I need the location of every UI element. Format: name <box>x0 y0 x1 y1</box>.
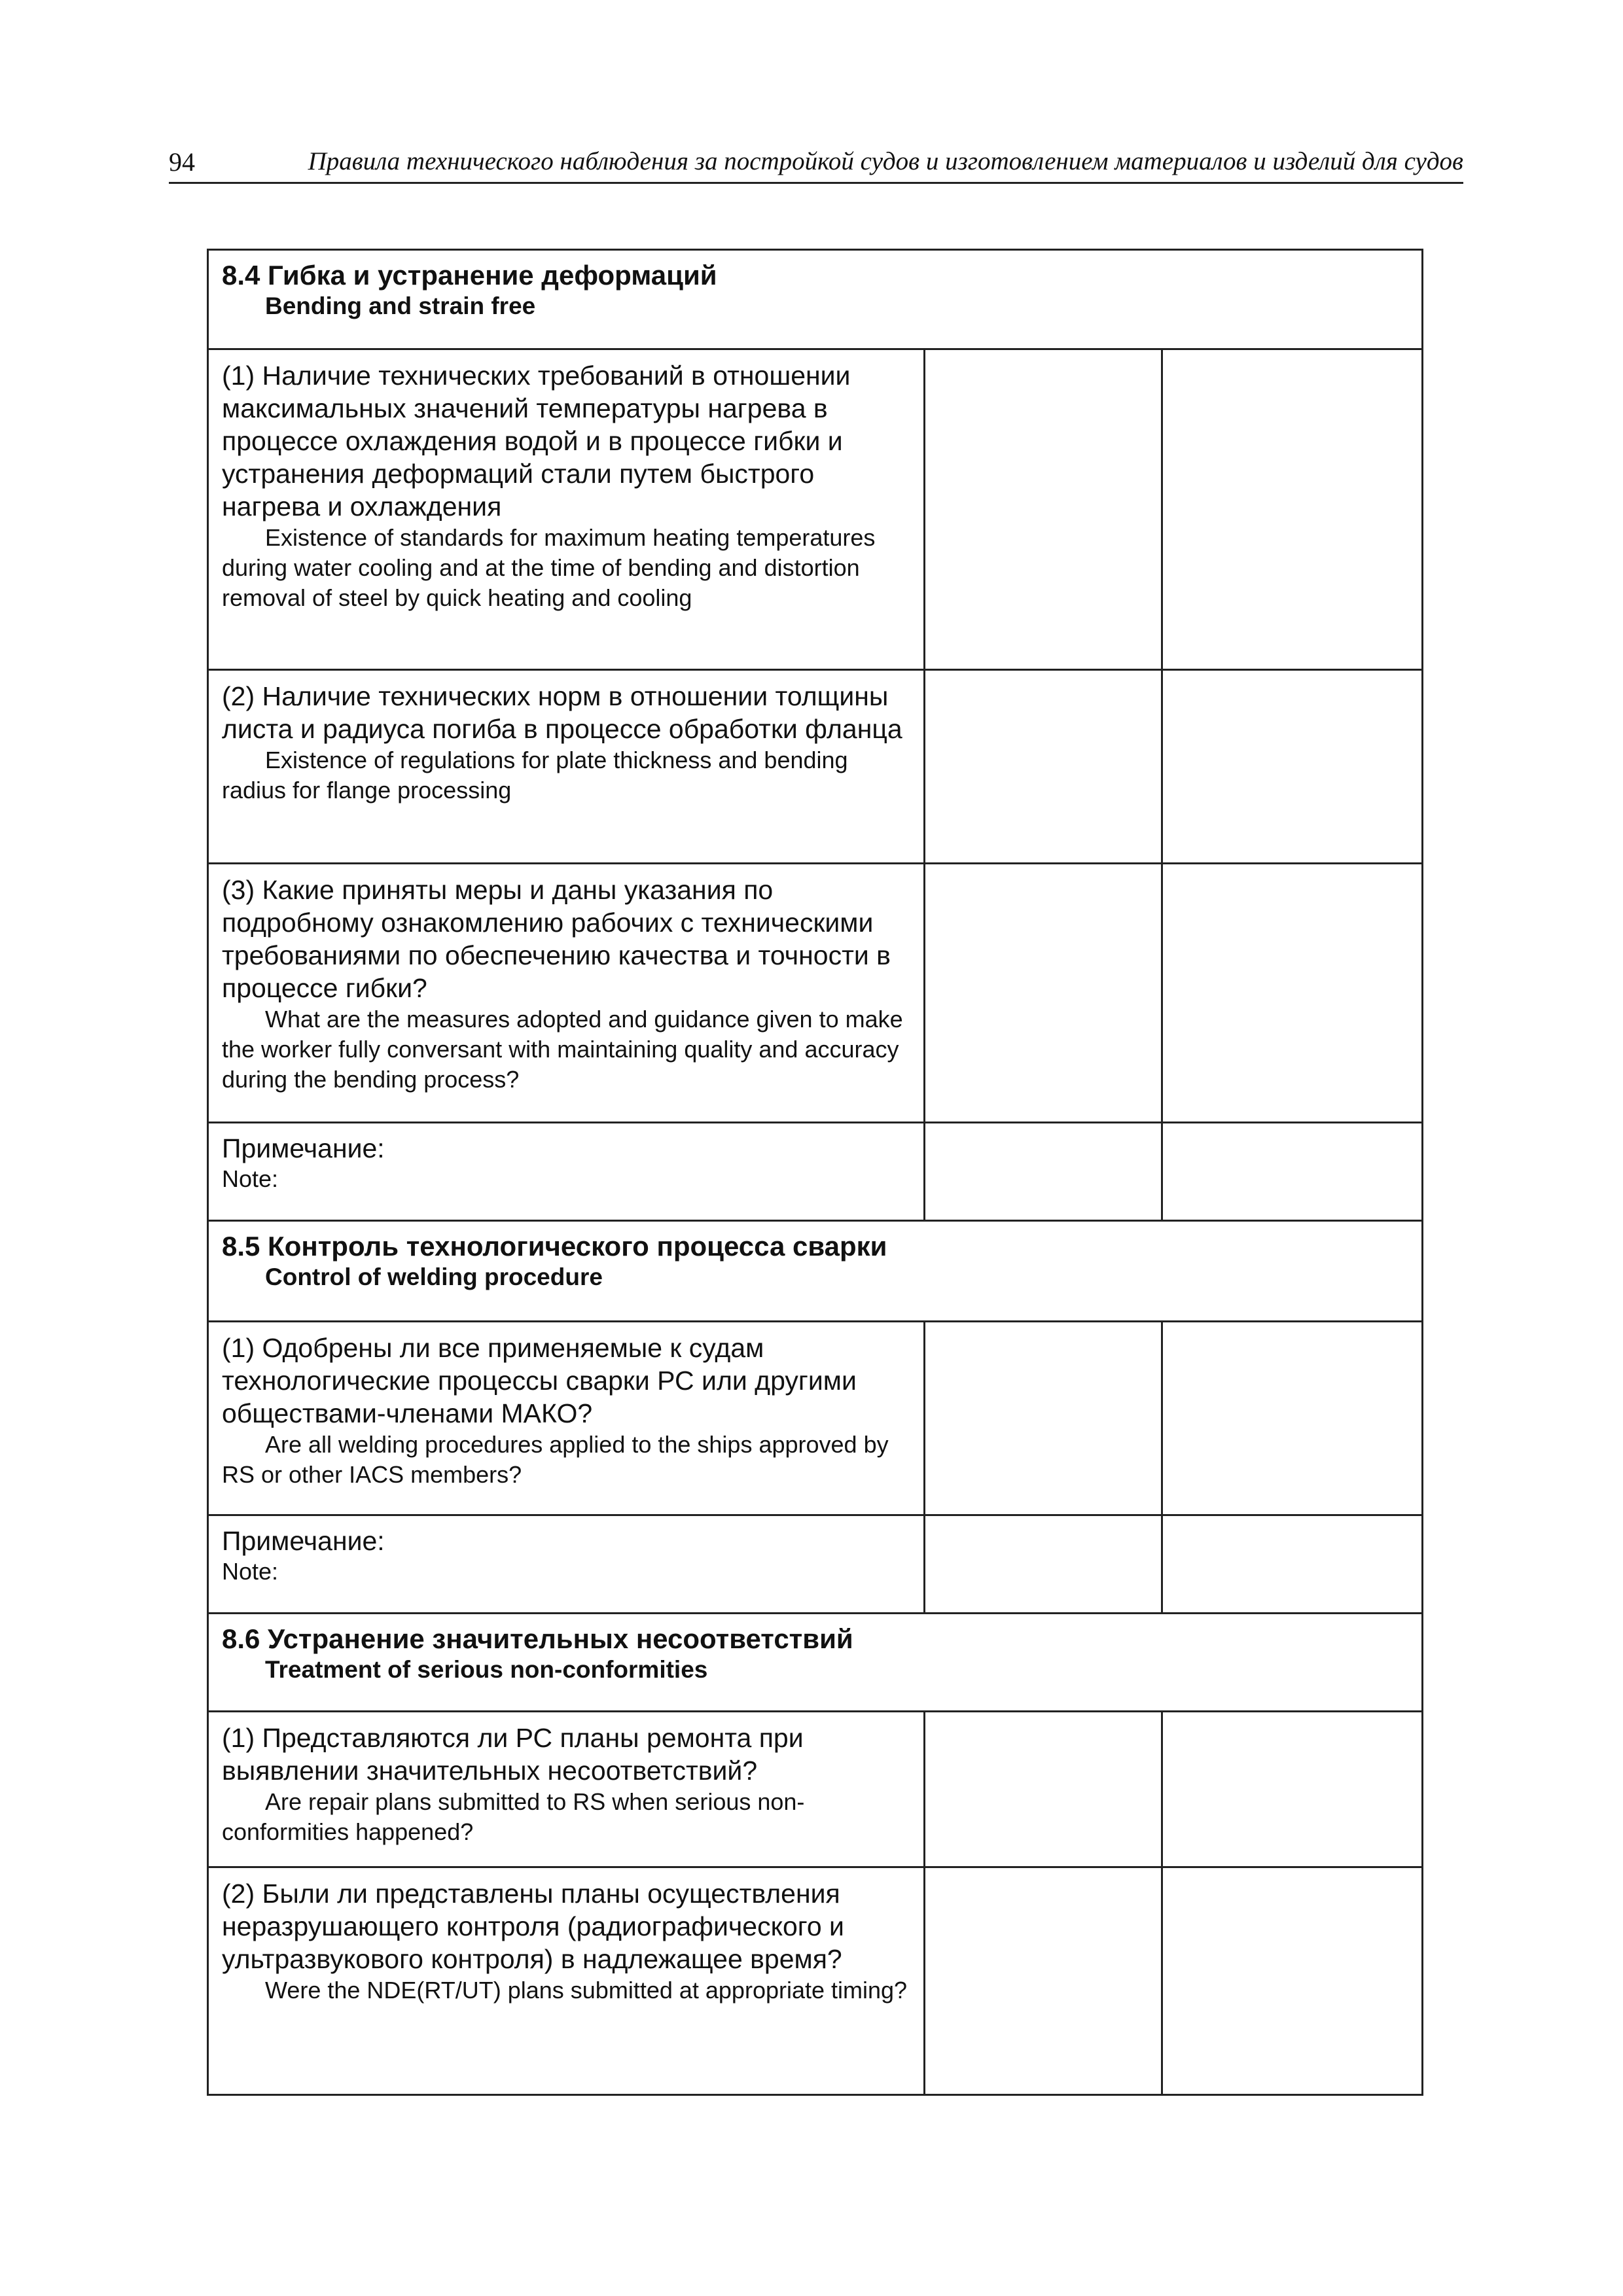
note-label-ru: Примечание: <box>222 1526 385 1556</box>
note-cell <box>208 1515 925 1614</box>
remark-cell[interactable] <box>1162 1867 1423 2095</box>
remark-cell[interactable] <box>1162 349 1423 670</box>
question-ru: (1) Одобрены ли все применяемые к судам технологические процессы сварки РС или другими обществами-членами МАКО? <box>222 1333 857 1428</box>
question-ru: (2) Наличие технических норм в отношении толщины листа и радиуса погиба в процессе обработки фланца <box>222 681 902 744</box>
note-label-en: Note: <box>222 1165 279 1192</box>
remark-cell[interactable] <box>1162 1712 1423 1867</box>
section-header-row <box>208 250 1423 349</box>
table-row <box>208 349 1423 670</box>
question-en: Were the NDE(RT/UT) plans submitted at appropriate timing? <box>265 1977 908 2004</box>
note-row <box>208 1123 1423 1221</box>
question-ru: (3) Какие приняты меры и даны указания по подробному ознакомлению рабочих с техническими требованиями по обеспечению качества и точности в процессе гибки? <box>222 875 891 1003</box>
question-cell <box>208 670 925 864</box>
page-number: 94 <box>169 147 195 177</box>
section-header-8-6 <box>208 1614 1423 1712</box>
question-en: Are repair plans submitted to RS when serious non-conformities happened? <box>222 1788 805 1845</box>
table-row <box>208 1712 1423 1867</box>
question-en: Existence of regulations for plate thickness and bending radius for flange processing <box>222 747 848 804</box>
page-header <box>169 143 1463 184</box>
section-title-en: Control of welding procedure <box>265 1263 603 1290</box>
question-cell <box>208 1712 925 1867</box>
running-title: Правила технического наблюдения за постройкой судов и изготовлением материалов и изделий для судов <box>308 147 1463 175</box>
question-cell <box>208 349 925 670</box>
answer-cell[interactable] <box>925 1867 1162 2095</box>
question-en: Are all welding procedures applied to the ships approved by RS or other IACS members? <box>222 1431 889 1488</box>
answer-cell[interactable] <box>925 1515 1162 1614</box>
section-header-row <box>208 1221 1423 1322</box>
note-cell <box>208 1123 925 1221</box>
answer-cell[interactable] <box>925 864 1162 1123</box>
answer-cell[interactable] <box>925 349 1162 670</box>
question-en: What are the measures adopted and guidance given to make the worker fully conversant with maintaining quality and accuracy during the bending process? <box>222 1006 903 1093</box>
section-title-ru: 8.5 Контроль технологического процесса сварки <box>222 1231 887 1262</box>
section-title-en: Bending and strain free <box>265 292 536 319</box>
note-label-en: Note: <box>222 1558 279 1585</box>
question-ru: (2) Были ли представлены планы осуществления неразрушающего контроля (радиографического и ультразвукового контроля) в надлежащее время? <box>222 1879 844 1974</box>
remark-cell[interactable] <box>1162 1515 1423 1614</box>
section-header-8-5 <box>208 1221 1423 1322</box>
section-header-row <box>208 1614 1423 1712</box>
table-row <box>208 1867 1423 2095</box>
question-cell <box>208 1322 925 1515</box>
answer-cell[interactable] <box>925 1712 1162 1867</box>
section-title-en: Treatment of serious non-conformities <box>265 1656 708 1683</box>
question-en: Existence of standards for maximum heating temperatures during water cooling and at the time of bending and distortion removal of steel by quick heating and cooling <box>222 524 876 611</box>
section-title-ru: 8.6 Устранение значительных несоответствий <box>222 1623 853 1654</box>
answer-cell[interactable] <box>925 1123 1162 1221</box>
question-ru: (1) Наличие технических требований в отношении максимальных значений температуры нагрева в процессе охлаждения водой и в процессе гибки и устранения деформаций стали путем быстрого нагрева и охлаждения <box>222 361 851 521</box>
answer-cell[interactable] <box>925 1322 1162 1515</box>
table-row <box>208 1322 1423 1515</box>
remark-cell[interactable] <box>1162 1322 1423 1515</box>
question-cell <box>208 864 925 1123</box>
remark-cell[interactable] <box>1162 1123 1423 1221</box>
remark-cell[interactable] <box>1162 864 1423 1123</box>
remark-cell[interactable] <box>1162 670 1423 864</box>
answer-cell[interactable] <box>925 670 1162 864</box>
section-header-8-4 <box>208 250 1423 349</box>
section-title-ru: 8.4 Гибка и устранение деформаций <box>222 260 717 291</box>
note-row <box>208 1515 1423 1614</box>
checklist-table <box>207 249 1423 2096</box>
note-label-ru: Примечание: <box>222 1133 385 1163</box>
table-row <box>208 864 1423 1123</box>
table-row <box>208 670 1423 864</box>
question-cell <box>208 1867 925 2095</box>
question-ru: (1) Представляются ли РС планы ремонта при выявлении значительных несоответствий? <box>222 1723 804 1786</box>
